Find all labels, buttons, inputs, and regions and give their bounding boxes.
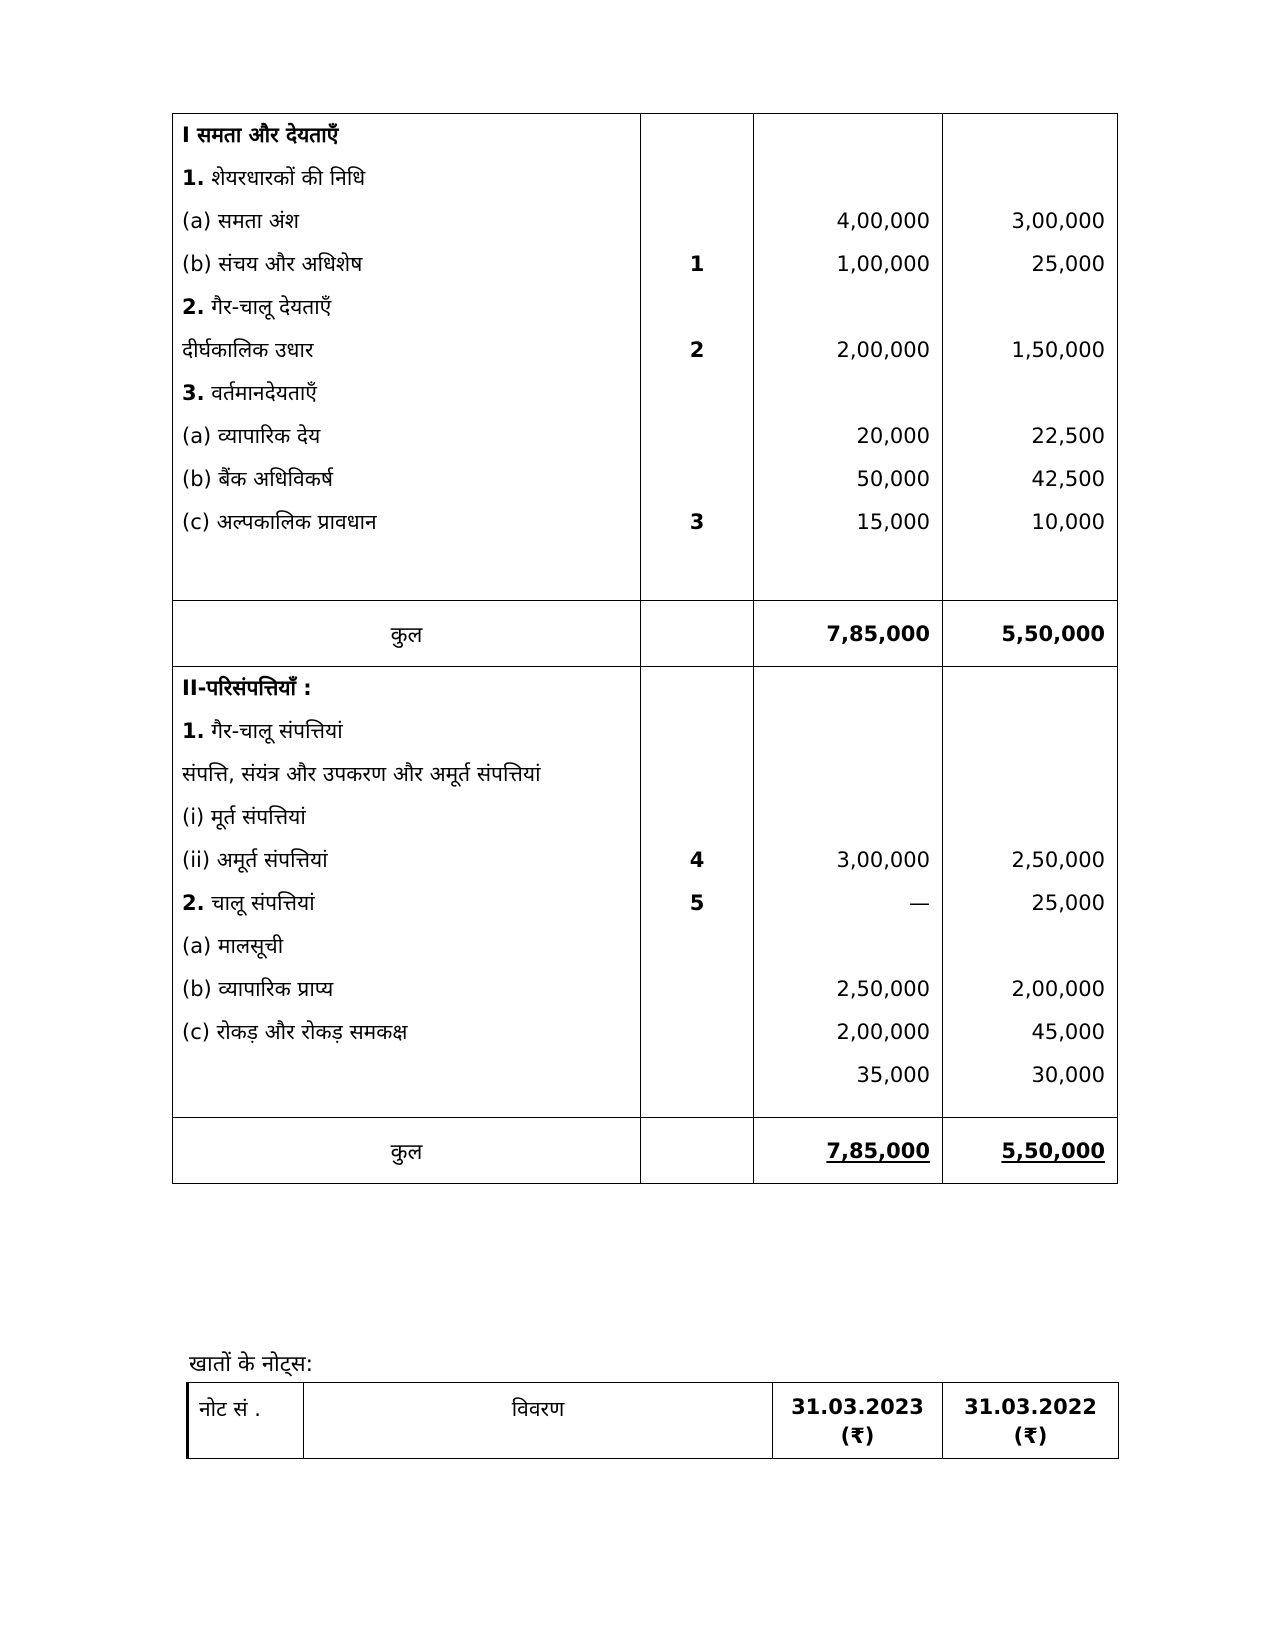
amount-current: — xyxy=(909,891,930,915)
description-header: विवरण xyxy=(304,1383,773,1459)
section-heading: I समता और देयताएँ xyxy=(182,123,339,147)
amount-current: 1,00,000 xyxy=(836,252,930,276)
particular-line: संपत्ति, संयंत्र और उपकरण और अमूर्त संपत्तियां xyxy=(182,762,541,786)
notes-table xyxy=(186,1382,1119,1459)
total-row-liabilities xyxy=(173,601,1118,667)
amount-current xyxy=(754,114,942,157)
amount-previous: 25,000 xyxy=(1031,252,1105,276)
amount-previous xyxy=(943,796,1117,839)
particular-line: दीर्घकालिक उधार xyxy=(182,338,314,362)
particular-line: 2. चालू संपत्तियां xyxy=(182,891,315,915)
amount-current: 2,50,000 xyxy=(836,977,930,1001)
notes-header-row xyxy=(188,1383,1119,1459)
amount-previous: 2,50,000 xyxy=(1011,848,1105,872)
particulars-cell xyxy=(173,667,641,1118)
amount-current: 2,00,000 xyxy=(836,1020,930,1044)
amount-current xyxy=(754,710,942,753)
note-value xyxy=(641,372,753,415)
amount-current: 3,00,000 xyxy=(836,848,930,872)
amount-current: 50,000 xyxy=(856,467,930,491)
particular-line xyxy=(173,1054,640,1097)
particular-line: (b) व्यापारिक प्राप्य xyxy=(182,977,334,1001)
note-value xyxy=(641,157,753,200)
note-no-header: नोट सं . xyxy=(188,1383,304,1459)
particular-line: 1. शेयरधारकों की निधि xyxy=(182,166,366,190)
amount-previous xyxy=(943,925,1117,968)
date1-header xyxy=(773,1383,943,1459)
amount-previous: 3,00,000 xyxy=(1011,209,1105,233)
note-value xyxy=(641,667,753,710)
total-note-cell xyxy=(641,601,754,667)
balance-sheet-table xyxy=(172,113,1118,1184)
amount-previous xyxy=(943,157,1117,200)
amount-current: 15,000 xyxy=(856,510,930,534)
particular-line: (b) संचय और अधिशेष xyxy=(182,252,363,276)
amount-previous: 22,500 xyxy=(1031,424,1105,448)
amount-previous xyxy=(943,372,1117,415)
date1-unit: (₹) xyxy=(840,1424,875,1448)
current-year-cell xyxy=(754,114,943,601)
amount-current xyxy=(754,157,942,200)
note-value: 2 xyxy=(689,338,705,362)
amount-previous xyxy=(943,114,1117,157)
amount-current xyxy=(754,925,942,968)
amount-previous: 25,000 xyxy=(1031,891,1105,915)
current-year-cell xyxy=(754,667,943,1118)
amount-previous: 45,000 xyxy=(1031,1020,1105,1044)
amount-current xyxy=(754,796,942,839)
particular-line: (a) मालसूची xyxy=(182,934,284,958)
note-value xyxy=(641,753,753,796)
note-cell xyxy=(641,114,754,601)
total-current: 7,85,000 xyxy=(754,601,943,667)
total-label: कुल xyxy=(173,1118,641,1184)
previous-year-cell xyxy=(943,114,1118,601)
note-value: 4 xyxy=(689,848,705,872)
amount-current xyxy=(754,753,942,796)
amount-current xyxy=(754,667,942,710)
amount-previous: 2,00,000 xyxy=(1011,977,1105,1001)
amount-previous: 30,000 xyxy=(1031,1063,1105,1087)
amount-current xyxy=(754,372,942,415)
particular-line: 2. गैर-चालू देयताएँ xyxy=(182,295,332,319)
amount-current: 20,000 xyxy=(856,424,930,448)
particular-line: (b) बैंक अधिविकर्ष xyxy=(182,467,333,491)
particular-line: (c) रोकड़ और रोकड़ समकक्ष xyxy=(182,1020,408,1044)
note-value xyxy=(641,710,753,753)
amount-previous: 10,000 xyxy=(1031,510,1105,534)
total-row-assets xyxy=(173,1118,1118,1184)
note-value xyxy=(641,415,753,458)
note-value xyxy=(641,458,753,501)
note-value xyxy=(641,114,753,157)
amount-current: 35,000 xyxy=(856,1063,930,1087)
total-label: कुल xyxy=(173,601,641,667)
amount-current xyxy=(754,286,942,329)
total-note-cell xyxy=(641,1118,754,1184)
particular-line: (c) अल्पकालिक प्रावधान xyxy=(182,510,377,534)
date1-label: 31.03.2023 xyxy=(791,1395,924,1419)
total-current-value: 7,85,000 xyxy=(826,1138,930,1163)
note-value xyxy=(641,200,753,243)
note-value: 5 xyxy=(689,891,705,915)
total-current xyxy=(754,1118,943,1184)
amount-current: 2,00,000 xyxy=(836,338,930,362)
note-value: 3 xyxy=(689,510,705,534)
total-previous-value: 5,50,000 xyxy=(1001,1138,1105,1163)
section-heading: II-परिसंपत्तियाँ : xyxy=(182,676,312,700)
note-value xyxy=(641,968,753,1011)
date2-label: 31.03.2022 xyxy=(964,1395,1097,1419)
particular-line: (i) मूर्त संपत्तियां xyxy=(182,805,306,829)
note-value xyxy=(641,796,753,839)
amount-previous: 42,500 xyxy=(1031,467,1105,491)
equity-liabilities-section xyxy=(173,114,1118,601)
particular-line: (a) समता अंश xyxy=(182,209,300,233)
amount-current: 4,00,000 xyxy=(836,209,930,233)
note-value xyxy=(641,1011,753,1054)
amount-previous xyxy=(943,667,1117,710)
note-cell xyxy=(641,667,754,1118)
note-value: 1 xyxy=(689,252,705,276)
particular-line: (ii) अमूर्त संपत्तियां xyxy=(182,848,328,872)
particular-line: (a) व्यापारिक देय xyxy=(182,424,321,448)
total-previous xyxy=(943,1118,1118,1184)
particular-line: 1. गैर-चालू संपत्तियां xyxy=(182,719,343,743)
amount-previous xyxy=(943,286,1117,329)
particular-line: 3. वर्तमानदेयताएँ xyxy=(182,381,317,405)
date2-unit: (₹) xyxy=(1013,1424,1048,1448)
assets-section xyxy=(173,667,1118,1118)
amount-previous xyxy=(943,753,1117,796)
previous-year-cell xyxy=(943,667,1118,1118)
amount-previous xyxy=(943,710,1117,753)
total-previous: 5,50,000 xyxy=(943,601,1118,667)
note-value xyxy=(641,925,753,968)
notes-title: खातों के नोट्स: xyxy=(189,1352,314,1377)
date2-header xyxy=(943,1383,1119,1459)
note-value xyxy=(641,286,753,329)
amount-previous: 1,50,000 xyxy=(1011,338,1105,362)
note-value xyxy=(641,1054,753,1097)
particulars-cell xyxy=(173,114,641,601)
